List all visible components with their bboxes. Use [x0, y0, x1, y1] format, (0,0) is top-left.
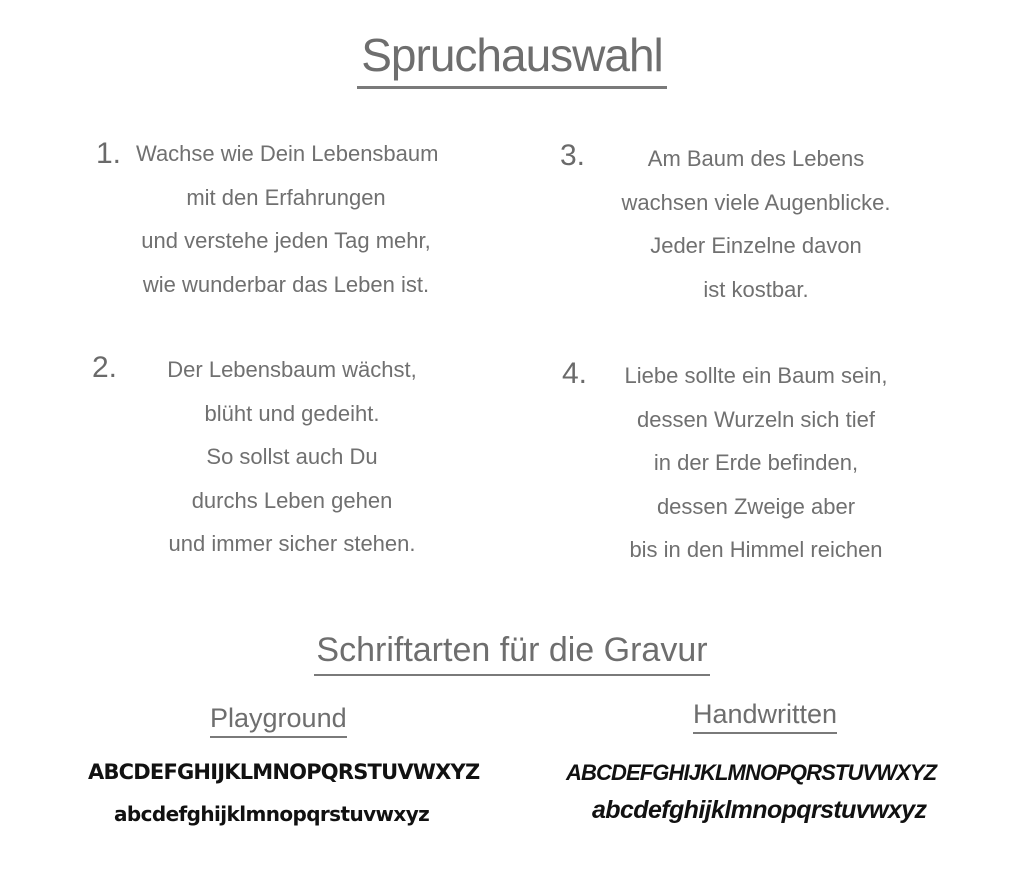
playground-uppercase-sample: ABCDEFGHIJKLMNOPQRSTUVWXYZ — [88, 760, 480, 784]
verse-line: Am Baum des Lebens — [647, 146, 865, 171]
handwritten-uppercase-sample: ABCDEFGHIJKLMNOPQRSTUVWXYZ — [566, 760, 937, 785]
verse-line: wachsen viele Augenblicke. — [621, 189, 891, 215]
page-title-container — [0, 28, 1024, 89]
verse-line: ist kostbar. — [703, 276, 809, 302]
page-title: Spruchauswahl — [357, 28, 667, 89]
verse-number: 2. — [92, 351, 118, 384]
verse-lines — [606, 137, 906, 311]
verse-line: So sollst auch Du — [206, 444, 378, 469]
verse-lines — [136, 132, 439, 306]
verse-line: und verstehe jeden Tag mehr, — [141, 228, 431, 253]
verse-line: Jeder Einzelne davon — [650, 233, 862, 258]
verse-line: Liebe sollte ein Baum sein, — [624, 363, 888, 388]
verse-line: Wachse wie Dein Lebensbaum — [136, 141, 439, 166]
verse-number: 3. — [560, 139, 586, 172]
verse-lines — [142, 348, 442, 566]
handwritten-lowercase-sample: abcdefghijklmnopqrstuvwxyz — [592, 796, 927, 824]
verse-line: dessen Wurzeln sich tief — [636, 406, 876, 432]
verse-line: dessen Zweige aber — [656, 493, 856, 519]
verse-line: Der Lebensbaum wächst, — [167, 357, 417, 382]
verse-line: wie wunderbar das Leben ist. — [142, 271, 430, 297]
verse-number: 4. — [562, 357, 588, 390]
verse-line: und immer sicher stehen. — [168, 531, 416, 556]
verse-line: blüht und gedeiht. — [204, 400, 380, 426]
font-name-playground: Playground — [210, 702, 347, 738]
verse-line: mit den Erfahrungen — [186, 184, 386, 210]
verse-line: bis in den Himmel reichen — [629, 537, 883, 562]
font-name-handwritten: Handwritten — [693, 698, 837, 734]
playground-lowercase-sample: abcdefghijklmnopqrstuvwxyz — [114, 802, 430, 826]
verse-line: durchs Leben gehen — [191, 487, 393, 513]
fonts-heading: Schriftarten für die Gravur — [314, 630, 709, 676]
verse-number: 1. — [96, 137, 122, 170]
verse-line: in der Erde befinden, — [653, 450, 859, 475]
fonts-heading-container — [0, 630, 1024, 676]
verse-lines — [606, 354, 906, 572]
